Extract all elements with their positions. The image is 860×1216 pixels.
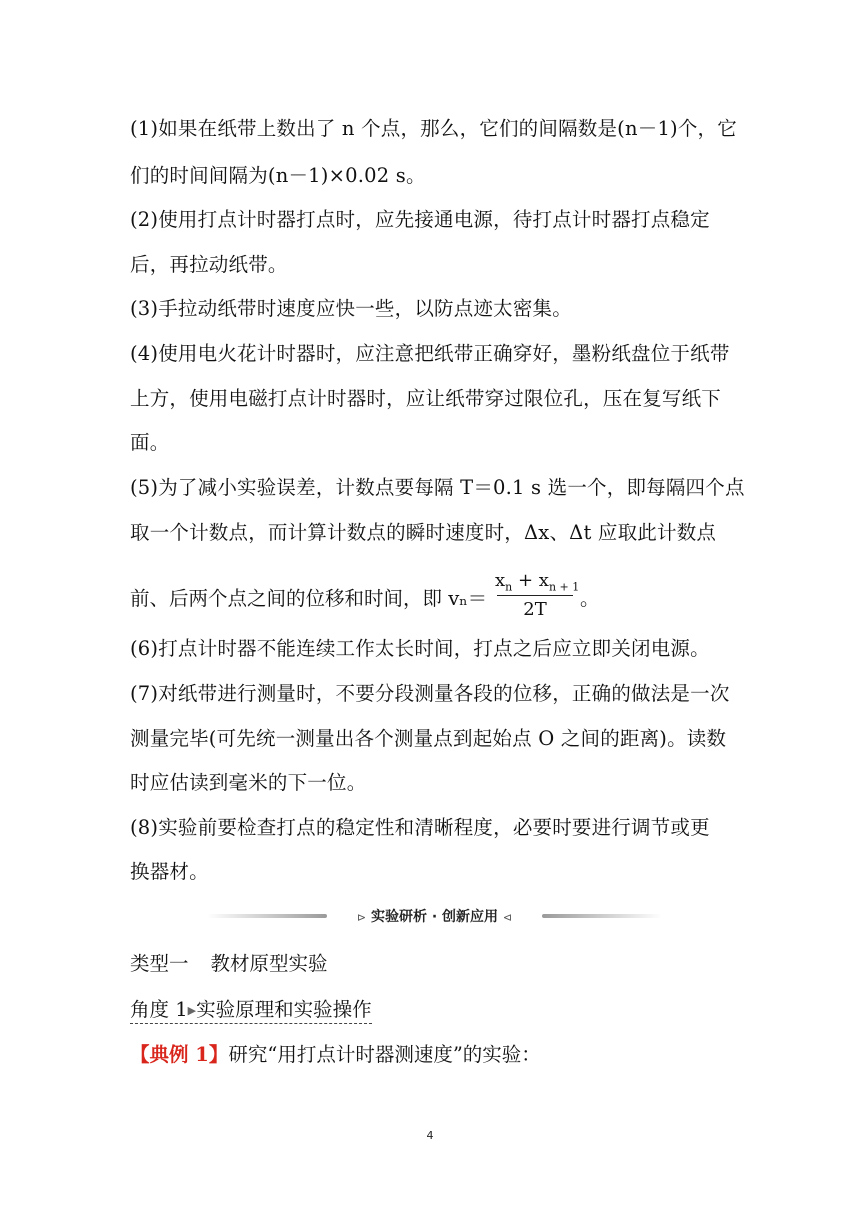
- angle-heading-title: 实验原理和实验操作: [196, 998, 372, 1021]
- divider-title: [327, 906, 542, 926]
- numerator-sub2: n + 1: [548, 580, 580, 594]
- angle-heading-label: 角度 1: [130, 998, 188, 1021]
- body-line-4: 后，再拉动纸带。: [130, 253, 288, 276]
- body-line-8: 面。: [130, 431, 170, 454]
- body-line-2: 们的时间间隔为(n－1)×0.02 s。: [130, 164, 426, 187]
- numerator-sub1: n: [505, 580, 513, 594]
- example-heading: [130, 1039, 541, 1067]
- divider-bar-left: [207, 914, 327, 918]
- body-line-6: (4)使用电火花计时器时，应注意把纸带正确穿好，墨粉纸盘位于纸带: [130, 342, 730, 365]
- fraction-denominator: 2T: [523, 599, 547, 620]
- body-line-3: (2)使用打点计时器打点时，应先接通电源，待打点计时器打点稳定: [130, 208, 710, 231]
- type-heading: [130, 948, 328, 976]
- divider-label: 实验研析 · 创新应用: [370, 909, 499, 925]
- formula-prefix: 前、后两个点之间的位移和时间，即 vₙ＝: [130, 587, 488, 610]
- formula-suffix: 。: [580, 587, 600, 610]
- numerator-x1: x: [495, 570, 506, 591]
- body-line-12: (7)对纸带进行测量时，不要分段测量各段的位移，正确的做法是一次: [130, 682, 730, 705]
- velocity-formula-line: [130, 566, 730, 626]
- body-line-9: (5)为了减小实验误差，计数点要每隔 T＝0.1 s 选一个，即每隔四个点: [130, 476, 745, 499]
- numerator-x2: x: [538, 570, 549, 591]
- body-line-7: 上方，使用电磁打点计时器时，应让纸带穿过限位孔，压在复写纸下: [130, 387, 722, 410]
- body-line-1: (1)如果在纸带上数出了 n 个点，那么，它们的间隔数是(n－1)个，它: [130, 117, 737, 140]
- section-divider: [207, 908, 662, 924]
- example-tag: 【典例 1】: [130, 1043, 229, 1066]
- body-line-14: 时应估读到毫米的下一位。: [130, 771, 367, 794]
- fraction-bar: [497, 595, 573, 596]
- divider-left-arrow-icon: ⊳: [356, 911, 367, 924]
- example-text: 研究“用打点计时器测速度”的实验：: [228, 1043, 541, 1066]
- angle-heading: [130, 994, 372, 1024]
- divider-bar-right: [542, 914, 662, 918]
- body-line-5: (3)手拉动纸带时速度应快一些，以防点迹太密集。: [130, 297, 572, 320]
- type-heading-label: 类型一: [130, 952, 189, 975]
- body-line-10: 取一个计数点，而计算计数点的瞬时速度时，Δx、Δt 应取此计数点: [130, 521, 717, 544]
- body-line-15: (8)实验前要检查打点的稳定性和清晰程度，必要时要进行调节或更: [130, 816, 710, 839]
- fraction-numerator: [495, 570, 580, 594]
- body-line-16: 换器材。: [130, 860, 209, 883]
- body-line-11: (6)打点计时器不能连续工作太长时间，打点之后应立即关闭电源。: [130, 637, 710, 660]
- page-number: 4: [426, 1129, 434, 1142]
- body-line-13: 测量完毕(可先统一测量出各个测量点到起始点 O 之间的距离)。读数: [130, 727, 727, 750]
- numerator-plus: +: [512, 570, 539, 591]
- divider-right-arrow-icon: ⊲: [502, 911, 513, 924]
- type-heading-title: 教材原型实验: [210, 952, 328, 975]
- triangle-marker-icon: ▶: [187, 1004, 197, 1017]
